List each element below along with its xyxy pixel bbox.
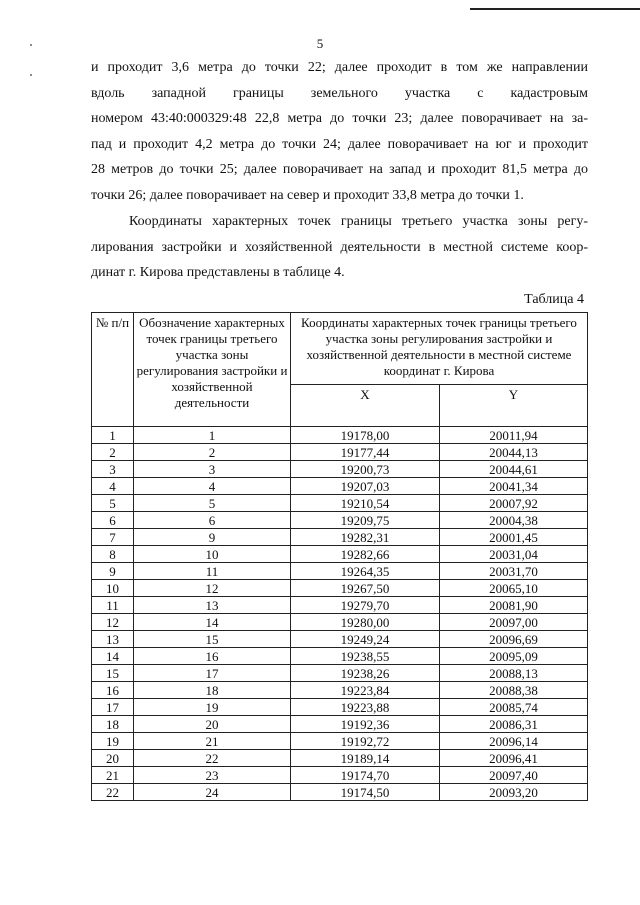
- table-row: [92, 478, 588, 495]
- cell-y: 20065,10: [440, 580, 588, 597]
- cell-x: 19174,50: [291, 784, 440, 801]
- cell-point: 24: [134, 784, 291, 801]
- cell-point: 9: [134, 529, 291, 546]
- cell-point: 2: [134, 444, 291, 461]
- header-x: X: [291, 385, 440, 427]
- cell-point: 23: [134, 767, 291, 784]
- cell-point: 1: [134, 427, 291, 444]
- page-number: 5: [316, 36, 324, 51]
- coordinates-table: [91, 312, 588, 801]
- header-y: Y: [440, 385, 588, 427]
- cell-row-number: 21: [92, 767, 134, 784]
- cell-row-number: 2: [92, 444, 134, 461]
- cell-y: 20031,04: [440, 546, 588, 563]
- cell-point: 12: [134, 580, 291, 597]
- cell-x: 19177,44: [291, 444, 440, 461]
- cell-y: 20004,38: [440, 512, 588, 529]
- cell-y: 20001,45: [440, 529, 588, 546]
- paragraph-line: Координаты характерных точек границы третьего участка зоны регу-: [129, 214, 588, 229]
- cell-y: 20044,13: [440, 444, 588, 461]
- cell-x: 19189,14: [291, 750, 440, 767]
- scan-top-line: [470, 8, 640, 10]
- cell-y: 20041,34: [440, 478, 588, 495]
- table-row: [92, 784, 588, 801]
- cell-row-number: 17: [92, 699, 134, 716]
- cell-y: 20097,40: [440, 767, 588, 784]
- table-row: [92, 750, 588, 767]
- cell-x: 19267,50: [291, 580, 440, 597]
- cell-point: 17: [134, 665, 291, 682]
- header-coordinates: Координаты характерных точек границы третьего участка зоны регулирования застройки и хозяйственной деятельности в местной системе координат г. Кирова: [291, 313, 588, 385]
- table-row: [92, 495, 588, 512]
- cell-row-number: 14: [92, 648, 134, 665]
- cell-x: 19178,00: [291, 427, 440, 444]
- cell-row-number: 4: [92, 478, 134, 495]
- header-point-designation: Обозначение характерных точек границы третьего участка зоны регулирования застройки и хозяйственной деятельности: [134, 313, 291, 427]
- cell-point: 11: [134, 563, 291, 580]
- cell-point: 13: [134, 597, 291, 614]
- paragraph-line: лирования застройки и хозяйственной деятельности в местной системе коор-: [91, 239, 588, 255]
- cell-x: 19192,36: [291, 716, 440, 733]
- table-row: [92, 631, 588, 648]
- cell-point: 3: [134, 461, 291, 478]
- cell-x: 19223,88: [291, 699, 440, 716]
- cell-row-number: 12: [92, 614, 134, 631]
- cell-y: 20093,20: [440, 784, 588, 801]
- cell-point: 20: [134, 716, 291, 733]
- cell-y: 20096,69: [440, 631, 588, 648]
- cell-row-number: 13: [92, 631, 134, 648]
- table-row: [92, 648, 588, 665]
- cell-point: 10: [134, 546, 291, 563]
- cell-y: 20007,92: [440, 495, 588, 512]
- cell-y: 20096,41: [440, 750, 588, 767]
- cell-x: 19209,75: [291, 512, 440, 529]
- cell-point: 4: [134, 478, 291, 495]
- table-row: [92, 563, 588, 580]
- cell-row-number: 3: [92, 461, 134, 478]
- cell-x: 19192,72: [291, 733, 440, 750]
- table-row: [92, 461, 588, 478]
- cell-point: 22: [134, 750, 291, 767]
- table-row: [92, 427, 588, 444]
- table-row: [92, 716, 588, 733]
- cell-point: 15: [134, 631, 291, 648]
- paragraph-line: 28 метров до точки 25; далее поворачивает на запад и проходит 81,5 метра до: [91, 162, 588, 177]
- cell-y: 20085,74: [440, 699, 588, 716]
- table-row: [92, 597, 588, 614]
- table-row: [92, 733, 588, 750]
- cell-row-number: 9: [92, 563, 134, 580]
- paragraph-boundary-description: [91, 55, 588, 208]
- cell-y: 20088,38: [440, 682, 588, 699]
- cell-y: 20097,00: [440, 614, 588, 631]
- cell-x: 19280,00: [291, 614, 440, 631]
- cell-point: 18: [134, 682, 291, 699]
- cell-point: 5: [134, 495, 291, 512]
- cell-row-number: 19: [92, 733, 134, 750]
- cell-x: 19210,54: [291, 495, 440, 512]
- cell-point: 16: [134, 648, 291, 665]
- cell-row-number: 18: [92, 716, 134, 733]
- table-row: [92, 614, 588, 631]
- scan-speck: [30, 74, 32, 76]
- table-row: [92, 580, 588, 597]
- cell-row-number: 11: [92, 597, 134, 614]
- cell-row-number: 15: [92, 665, 134, 682]
- table-row: [92, 682, 588, 699]
- paragraph-line: номером 43:40:000329:48 22,8 метра до точки 23; далее поворачивает на за-: [91, 111, 588, 126]
- cell-x: 19279,70: [291, 597, 440, 614]
- table-caption: Таблица 4: [524, 292, 584, 307]
- cell-row-number: 10: [92, 580, 134, 597]
- table-row: [92, 546, 588, 563]
- cell-row-number: 6: [92, 512, 134, 529]
- cell-row-number: 20: [92, 750, 134, 767]
- cell-x: 19200,73: [291, 461, 440, 478]
- cell-row-number: 1: [92, 427, 134, 444]
- cell-x: 19207,03: [291, 478, 440, 495]
- header-row-number: № п/п: [92, 313, 134, 427]
- cell-row-number: 22: [92, 784, 134, 801]
- cell-row-number: 5: [92, 495, 134, 512]
- table-row: [92, 444, 588, 461]
- cell-row-number: 8: [92, 546, 134, 563]
- cell-row-number: 7: [92, 529, 134, 546]
- cell-x: 19238,55: [291, 648, 440, 665]
- table-row: [92, 767, 588, 784]
- cell-y: 20095,09: [440, 648, 588, 665]
- paragraph-line: пад и проходит 4,2 метра до точки 24; далее поворачивает на юг и проходит: [91, 136, 588, 152]
- cell-x: 19249,24: [291, 631, 440, 648]
- cell-y: 20081,90: [440, 597, 588, 614]
- table-row: [92, 665, 588, 682]
- cell-point: 6: [134, 512, 291, 529]
- paragraph-line: точки 26; далее поворачивает на север и проходит 33,8 метра до точки 1.: [91, 187, 524, 203]
- cell-y: 20031,70: [440, 563, 588, 580]
- cell-x: 19238,26: [291, 665, 440, 682]
- paragraph-line: вдоль западной границы земельного участка с кадастровым: [91, 85, 588, 101]
- cell-x: 19223,84: [291, 682, 440, 699]
- paragraph-line: и проходит 3,6 метра до точки 22; далее проходит в том же направлении: [91, 60, 588, 75]
- cell-y: 20096,14: [440, 733, 588, 750]
- cell-point: 14: [134, 614, 291, 631]
- cell-point: 21: [134, 733, 291, 750]
- cell-y: 20088,13: [440, 665, 588, 682]
- cell-row-number: 16: [92, 682, 134, 699]
- cell-y: 20044,61: [440, 461, 588, 478]
- cell-point: 19: [134, 699, 291, 716]
- table-row: [92, 699, 588, 716]
- cell-x: 19282,66: [291, 546, 440, 563]
- table-row: [92, 512, 588, 529]
- table-row: [92, 529, 588, 546]
- cell-y: 20011,94: [440, 427, 588, 444]
- cell-x: 19174,70: [291, 767, 440, 784]
- cell-x: 19282,31: [291, 529, 440, 546]
- cell-x: 19264,35: [291, 563, 440, 580]
- paragraph-line: динат г. Кирова представлены в таблице 4.: [91, 265, 345, 280]
- cell-y: 20086,31: [440, 716, 588, 733]
- paragraph-table-intro: [91, 209, 588, 286]
